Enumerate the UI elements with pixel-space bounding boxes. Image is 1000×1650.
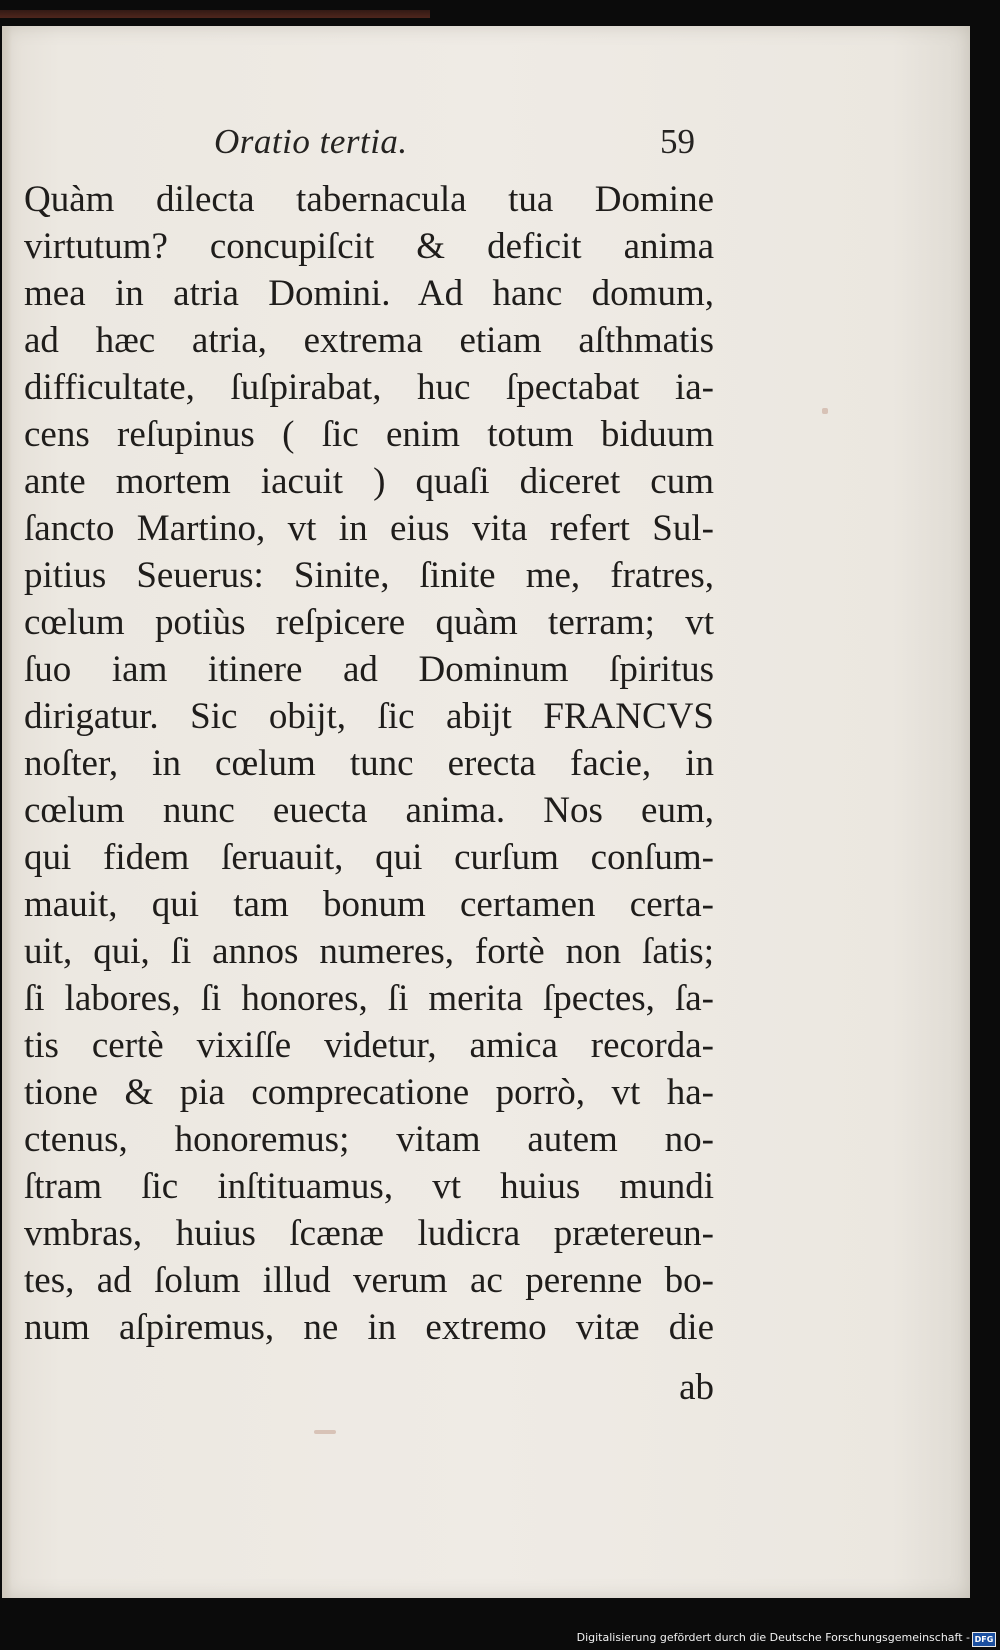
text-line: noſter, in cœlum tunc erecta facie, in: [24, 743, 714, 784]
text-line: tione & pia comprecatione porrò, vt ha-: [24, 1072, 714, 1113]
paper-speck: [314, 1430, 336, 1434]
text-line: ſuo iam itinere ad Dominum ſpiritus: [24, 649, 714, 690]
text-line: uit, qui, ſi annos numeres, fortè non ſatis;: [24, 931, 714, 972]
text-line: ſancto Martino, vt in eius vita refert Sul-: [24, 508, 714, 549]
text-line: ad hæc atria, extrema etiam aſthmatis: [24, 320, 714, 361]
text-line: ſtram ſic inſtituamus, vt huius mundi: [24, 1166, 714, 1207]
text-line: mea in atria Domini. Ad hanc domum,: [24, 273, 714, 314]
text-line: dirigatur. Sic obijt, ſic abijt FRANCVS: [24, 696, 714, 737]
text-line: qui fidem ſeruauit, qui curſum conſum-: [24, 837, 714, 878]
text-line: mauit, qui tam bonum certamen certa-: [24, 884, 714, 925]
binding-strip: [0, 10, 430, 18]
text-line: cœlum potiùs reſpicere quàm terram; vt: [24, 602, 714, 643]
text-line: vmbras, huius ſcænæ ludicra prætereun-: [24, 1213, 714, 1254]
page-number: 59: [660, 122, 695, 161]
text-line: tes, ad ſolum illud verum ac perenne bo-: [24, 1260, 714, 1301]
catchword: ab: [679, 1367, 714, 1408]
text-line: ctenus, honoremus; vitam autem no-: [24, 1119, 714, 1160]
book-page: [2, 26, 970, 1598]
text-line: difficultate, ſuſpirabat, huc ſpectabat ia-: [24, 367, 714, 408]
footer-band: [0, 1628, 1000, 1650]
running-head-title: Oratio tertia.: [214, 122, 408, 161]
text-line: cens reſupinus ( ſic enim totum biduum: [24, 414, 714, 455]
text-line: tis certè vixiſſe videtur, amica recorda-: [24, 1025, 714, 1066]
text-line: ſi labores, ſi honores, ſi merita ſpectes, ſa-: [24, 978, 714, 1019]
text-line: num aſpiremus, ne in extremo vitæ die: [24, 1307, 714, 1348]
running-head: [2, 122, 970, 166]
text-line: Quàm dilecta tabernacula tua Domine: [24, 179, 714, 220]
text-line: virtutum? concupiſcit & deficit anima: [24, 226, 714, 267]
text-line: pitius Seuerus: Sinite, ſinite me, fratres,: [24, 555, 714, 596]
footer-credit: Digitalisierung gefördert durch die Deutsche Forschungsgemeinschaft -: [576, 1631, 970, 1644]
body-text: [24, 176, 714, 1351]
paper-speck: [822, 408, 828, 414]
text-line: cœlum nunc euecta anima. Nos eum,: [24, 790, 714, 831]
text-line: ante mortem iacuit ) quaſi diceret cum: [24, 461, 714, 502]
page-gutter-shadow: [2, 26, 12, 1598]
dfg-logo-icon: DFG: [972, 1632, 996, 1647]
